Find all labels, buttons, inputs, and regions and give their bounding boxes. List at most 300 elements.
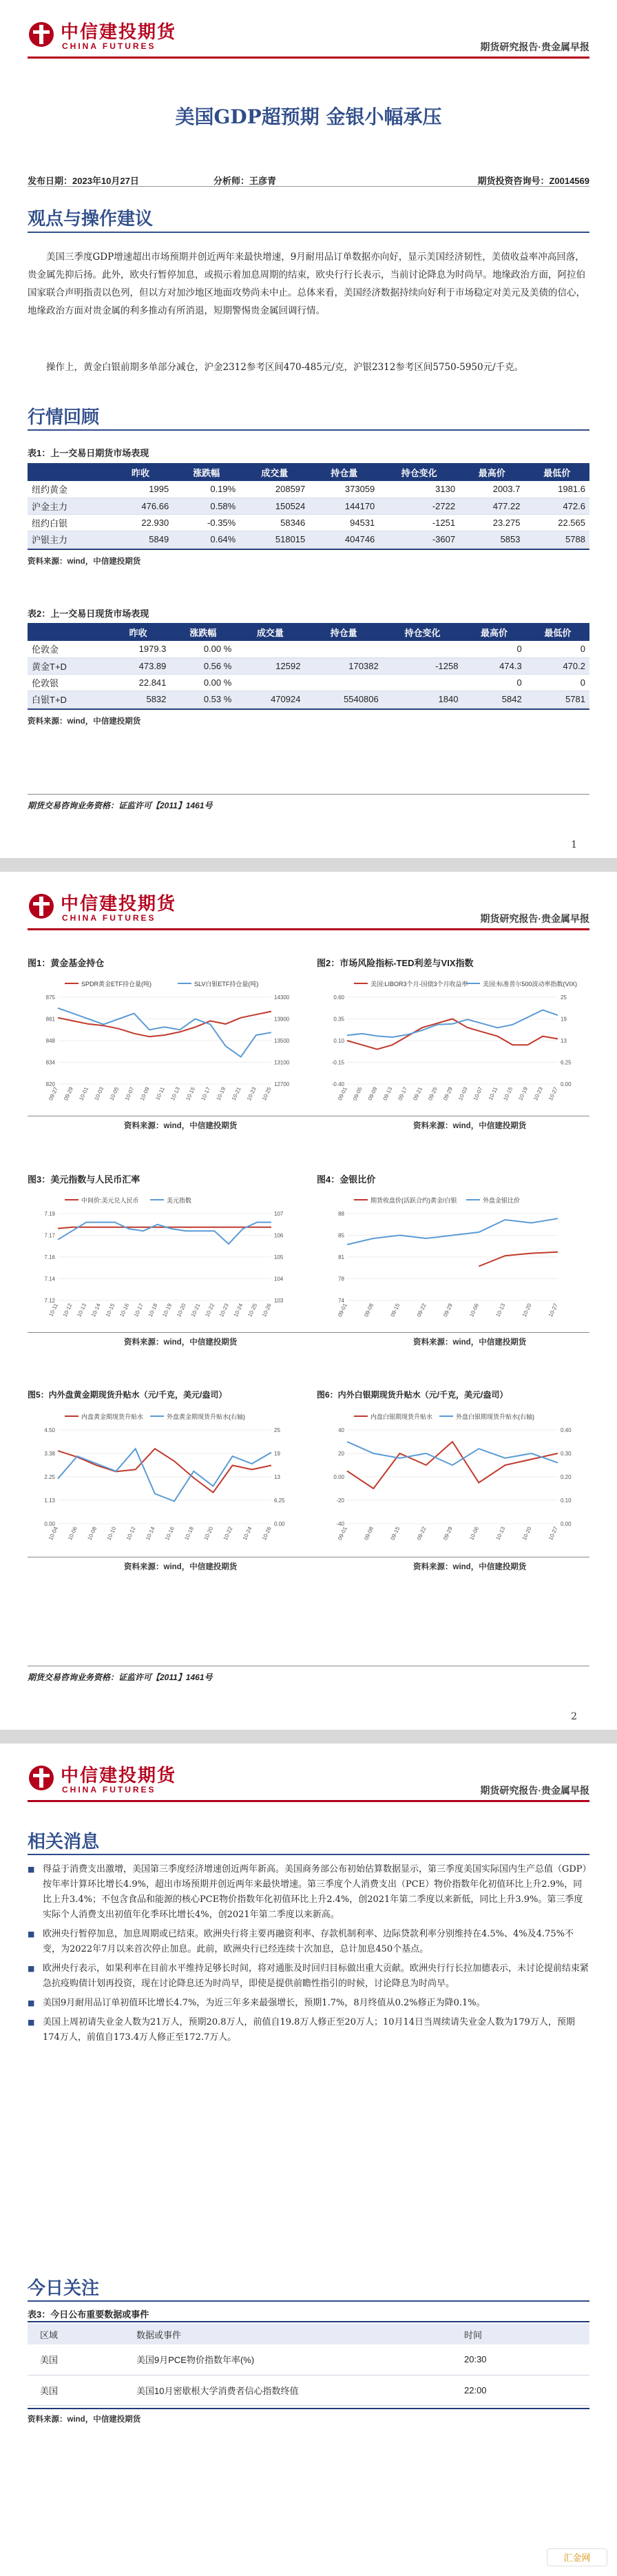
logo-icon [28, 21, 55, 48]
x-tick-label: 10-11 [154, 1086, 166, 1101]
page-header [28, 890, 589, 934]
x-tick-label: 10-26 [261, 1526, 273, 1542]
x-tick-label: 10-24 [232, 1302, 244, 1318]
x-tick-label: 10-03 [457, 1086, 469, 1102]
y-tick-label: 4.50 [44, 1427, 55, 1433]
x-tick-label: 10-22 [222, 1526, 234, 1542]
x-tick-label: 09-29 [442, 1302, 454, 1318]
table-cell: 0.00 % [170, 674, 236, 691]
table-cell [304, 641, 382, 657]
news-item: ■ 欧洲央行暂停加息，加息周期或已结束。欧洲央行将主要再融资利率、存款机制利率、边际贷款利率分别维持在4.5%、4%及4.75%不变，为2022年7月以来首次停止加息。此前，欧洲央行已经连续十次加息，总计加息450个基点。 [28, 1927, 589, 1957]
table-cell: 5849 [108, 531, 173, 547]
column-header [28, 463, 108, 481]
footer-license: 期货交易咨询业务资格：证监许可【2011】1461号 [28, 1673, 213, 1682]
x-tick-label: 10-13 [76, 1302, 88, 1318]
column-header: 涨跌幅 [170, 623, 236, 641]
x-tick-label: 09-05 [351, 1086, 364, 1102]
table-cell: 5842 [462, 691, 525, 707]
table-cell: 美国 [28, 2344, 124, 2375]
table-cell: 94531 [309, 514, 379, 531]
table-divider [28, 2408, 589, 2409]
x-tick-label: 10-06 [468, 1302, 481, 1318]
table1-source: 资料来源：wind，中信建投期货 [28, 558, 141, 566]
x-tick-label: 10-15 [502, 1086, 514, 1102]
analyst: 分析师：王彦青 [213, 176, 277, 186]
x-tick-label: 09-25 [427, 1086, 439, 1102]
column-header: 最高价 [462, 623, 525, 641]
chart-source: 资料来源：wind，中信建投期货 [413, 1122, 527, 1130]
table-cell: -3607 [379, 531, 459, 547]
table-row [28, 674, 589, 691]
y-right-tick-label: 106 [274, 1232, 284, 1239]
x-tick-label: 10-21 [230, 1086, 242, 1102]
x-tick-label: 10-08 [86, 1526, 98, 1542]
logo-text-en: CHINA FUTURES [62, 913, 156, 923]
x-tick-label: 10-09 [138, 1086, 151, 1102]
y-tick-label: 7.16 [44, 1254, 55, 1260]
table-row [28, 481, 589, 498]
column-header: 持仓量 [309, 463, 379, 481]
y-right-tick-label: 0.40 [561, 1427, 572, 1433]
x-tick-label: 09-13 [381, 1086, 394, 1102]
y-tick-label: -0.40 [331, 1081, 344, 1087]
x-tick-label: 10-16 [118, 1302, 131, 1318]
x-tick-label: 09-01 [337, 1526, 348, 1542]
y-right-tick-label: 0.10 [561, 1497, 572, 1504]
report-tag: 期货研究报告·贵金属早报 [480, 913, 589, 924]
chart-ted-vix [317, 974, 589, 1112]
chart4-caption: 图4：金银比价 [317, 1174, 376, 1185]
x-tick-label: 10-11 [487, 1086, 499, 1101]
x-tick-label: 09-17 [397, 1086, 409, 1102]
x-tick-label: 10-17 [133, 1302, 145, 1318]
x-tick-label: 10-10 [105, 1526, 118, 1542]
column-header: 持仓量 [304, 623, 382, 641]
table-cell: 22:00 [452, 2375, 589, 2405]
x-tick-label: 10-18 [147, 1302, 159, 1318]
y-right-tick-label: 19 [561, 1016, 567, 1023]
row-label: 伦敦银 [28, 674, 106, 691]
table-divider [28, 708, 589, 710]
spot-market-table [28, 623, 589, 708]
x-tick-label: 10-19 [517, 1086, 530, 1102]
series-line [58, 1223, 271, 1245]
series-line [58, 1008, 271, 1057]
y-right-tick-label: 19 [274, 1451, 280, 1457]
section-news-title: 相关消息 [28, 1832, 100, 1852]
x-tick-label: 10-18 [183, 1526, 196, 1542]
table-cell [383, 674, 463, 691]
y-right-tick-label: 6.25 [561, 1059, 572, 1066]
y-right-tick-label: 104 [274, 1276, 284, 1282]
table-row [28, 641, 589, 657]
events-source: 资料来源：wind，中信建投期货 [28, 2415, 141, 2424]
table-cell: 20:30 [452, 2344, 589, 2375]
table-cell: 23.275 [459, 514, 524, 531]
x-tick-label: 10-06 [468, 1526, 481, 1542]
chart-divider [28, 1332, 589, 1333]
logo-text-cn: 中信建投期货 [61, 1766, 177, 1786]
x-tick-label: 10-20 [521, 1302, 533, 1318]
x-tick-label: 10-19 [161, 1302, 174, 1318]
x-tick-label: 10-16 [164, 1526, 176, 1542]
chart2-caption: 图2：市场风险指标-TED利差与VIX指数 [317, 958, 474, 968]
x-tick-label: 10-05 [108, 1086, 121, 1102]
column-header: 涨跌幅 [173, 463, 240, 481]
table-cell: 0 [462, 674, 525, 691]
table-cell: 150524 [240, 498, 309, 514]
page-number: 1 [571, 839, 577, 850]
table-cell: 518015 [240, 531, 309, 547]
x-tick-label: 10-23 [532, 1086, 544, 1102]
x-tick-label: 10-11 [48, 1302, 59, 1318]
table-cell: 0.19% [173, 481, 240, 498]
report-tag: 期货研究报告·贵金属早报 [480, 1785, 589, 1796]
column-header: 昨收 [106, 623, 171, 641]
legend-label: 中间价:美元兑人民币 [81, 1197, 139, 1204]
table-cell: 0.00 % [170, 641, 236, 657]
legend-label: 美元指数 [167, 1197, 192, 1204]
y-tick-label: 2.25 [44, 1474, 55, 1480]
x-tick-label: 10-14 [90, 1302, 102, 1318]
table-cell: 144170 [309, 498, 379, 514]
y-right-tick-label: 14300 [274, 994, 290, 1001]
news-item: ■ 得益于消费支出激增，美国第三季度经济增速创近两年新高。美国商务部公布初始估算数据显示，第三季度美国实际国内生产总值（GDP）按年率计算环比增长4.9%，超出市场预期并创近两年来最快增速。第三季度个人消费支出（PCE）物价指数年化初值环比上升2.9%，同比上升3.4%；不包含食品和能源的核心PCE物价指数年化初值环比上升2.4%，创2021年第二季度以来新低，同比上升3.9%。第三季度实际个人消费支出初值年化季环比增长4%，创2021年第二季度以来新高。 [28, 1862, 589, 1923]
table-cell: 5781 [526, 691, 589, 707]
y-right-tick-label: 13900 [274, 1016, 290, 1023]
publish-date: 发布日期：2023年10月27日 [28, 176, 139, 186]
column-header: 最高价 [459, 463, 524, 481]
x-tick-label: 10-24 [241, 1526, 253, 1542]
page-1 [0, 0, 617, 858]
y-tick-label: -20 [336, 1497, 344, 1504]
x-tick-label: 09-01 [337, 1086, 348, 1102]
row-label: 白银T+D [28, 691, 106, 707]
y-right-tick-label: 25 [561, 994, 567, 1001]
series-line [58, 1012, 271, 1037]
chart-gold-fund-holdings [28, 974, 303, 1112]
table-cell: 2003.7 [459, 481, 524, 498]
table-cell: 477.22 [459, 498, 524, 514]
x-tick-label: 10-19 [215, 1086, 227, 1102]
x-tick-label: 10-17 [200, 1086, 212, 1102]
x-tick-label: 10-15 [185, 1086, 197, 1102]
table-cell: 58346 [240, 514, 309, 531]
y-tick-label: 20 [338, 1451, 344, 1457]
futures-market-table [28, 463, 589, 548]
table-cell [383, 641, 463, 657]
y-right-tick-label: 13 [561, 1038, 567, 1044]
table-cell: 5832 [106, 691, 171, 707]
y-tick-label: 3.38 [44, 1451, 55, 1457]
y-tick-label: 0.60 [333, 994, 344, 1001]
logo-text-cn: 中信建投期货 [61, 894, 177, 914]
table-cell: 404746 [309, 531, 379, 547]
x-tick-label: 10-07 [472, 1086, 484, 1102]
x-tick-label: 10-13 [169, 1086, 181, 1102]
x-tick-label: 09-08 [363, 1526, 375, 1542]
y-right-tick-label: 0.00 [274, 1521, 285, 1527]
y-tick-label: -0.15 [331, 1059, 344, 1066]
news-item: ■ 美国9月耐用品订单初值环比增长4.7%，为近三年多来最强增长，预期1.7%，8月终值从0.2%修正为降0.1%。 [28, 1996, 589, 2011]
x-tick-label: 09-08 [363, 1302, 375, 1318]
y-tick-label: 7.12 [44, 1298, 55, 1304]
chart-source: 资料来源：wind，中信建投期货 [413, 1563, 527, 1571]
footer-license: 期货交易咨询业务资格：证监许可【2011】1461号 [28, 801, 213, 810]
series-line [479, 1252, 558, 1267]
x-tick-label: 10-22 [204, 1302, 216, 1318]
y-right-tick-label: 103 [274, 1298, 284, 1304]
table-divider [28, 2321, 589, 2322]
section-today-title: 今日关注 [28, 2278, 100, 2299]
legend-label: 外盘黄金期现货升贴水(右轴) [167, 1413, 245, 1420]
table-cell: 1981.6 [524, 481, 589, 498]
column-header: 数据或事件 [124, 2324, 452, 2344]
table1-caption: 表1：上一交易日期货市场表现 [28, 448, 149, 458]
y-tick-label: 0.35 [333, 1016, 344, 1023]
x-tick-label: 10-20 [202, 1526, 215, 1542]
table-cell: 3130 [379, 481, 459, 498]
section-divider [28, 2300, 589, 2302]
table-cell: -1251 [379, 514, 459, 531]
column-header: 成交量 [240, 463, 309, 481]
table-cell: 474.3 [462, 657, 525, 674]
row-label: 纽约白银 [28, 514, 108, 531]
table-cell: 美国10月密歇根大学消费者信心指数终值 [124, 2375, 452, 2405]
page-2 [0, 872, 617, 1730]
y-tick-label: 78 [338, 1276, 344, 1282]
x-tick-label: 09-29 [63, 1086, 74, 1102]
y-right-tick-label: 107 [274, 1211, 284, 1217]
chart5-caption: 图5：内外盘黄金期现货升贴水（元/千克，美元/盎司） [28, 1390, 227, 1400]
table-cell: 12592 [236, 657, 304, 674]
table-cell: -2722 [379, 498, 459, 514]
x-tick-label: 10-13 [494, 1302, 507, 1318]
y-tick-label: 85 [338, 1232, 344, 1239]
table-cell: 5788 [524, 531, 589, 547]
report-tag: 期货研究报告·贵金属早报 [480, 41, 589, 52]
license-number: 期货投资咨询号：Z0014569 [477, 176, 589, 186]
y-right-tick-label: 105 [274, 1254, 284, 1260]
x-tick-label: 10-27 [547, 1086, 559, 1102]
x-tick-label: 10-07 [123, 1086, 136, 1102]
logo-icon [28, 892, 55, 920]
section-divider [28, 429, 589, 431]
table-cell: 0.56 % [170, 657, 236, 674]
legend-label: 期货收盘价(活跃合约)黄金/白银 [370, 1197, 457, 1204]
table-cell: 5540806 [304, 691, 382, 707]
chart-source: 资料来源：wind，中信建投期货 [124, 1563, 238, 1571]
events-caption: 表3：今日公布重要数据或事件 [28, 2309, 149, 2320]
x-tick-label: 10-12 [125, 1526, 137, 1542]
y-tick-label: 7.14 [44, 1276, 55, 1282]
x-tick-label: 10-03 [93, 1086, 105, 1102]
y-tick-label: 0.10 [333, 1038, 344, 1044]
x-tick-label: 10-04 [48, 1526, 59, 1542]
table-cell: 1840 [383, 691, 463, 707]
row-label: 黄金T+D [28, 657, 106, 674]
table-cell: 1979.3 [106, 641, 171, 657]
table-cell [236, 674, 304, 691]
table-row [28, 531, 589, 547]
column-header: 成交量 [236, 623, 304, 641]
x-tick-label: 10-23 [218, 1302, 230, 1318]
x-tick-label: 10-15 [104, 1302, 116, 1318]
logo-icon [28, 1764, 55, 1792]
table-cell: 170382 [304, 657, 382, 674]
chart6-caption: 图6：内外白银期现货升贴水（元/千克，美元/盎司） [317, 1390, 508, 1400]
legend-label: 美国:LIBOR3个月-国债3个月收益率 [370, 981, 468, 988]
table-cell: 208597 [240, 481, 309, 498]
table-cell: 美国9月PCE物价指数年率(%) [124, 2344, 452, 2375]
table-cell: 22.930 [108, 514, 173, 531]
y-tick-label: 0.00 [333, 1474, 344, 1480]
table-cell [304, 674, 382, 691]
table-cell: 476.66 [108, 498, 173, 514]
column-header: 时间 [452, 2324, 589, 2344]
column-header: 持仓变化 [383, 623, 463, 641]
y-right-tick-label: 13100 [274, 1059, 290, 1066]
chart-svg [28, 1407, 303, 1551]
y-right-tick-label: 13 [274, 1474, 280, 1480]
x-tick-label: 09-29 [442, 1086, 454, 1102]
x-tick-label: 10-12 [61, 1302, 74, 1318]
y-tick-label: 820 [45, 1081, 55, 1087]
x-tick-label: 09-27 [48, 1086, 59, 1102]
y-tick-label: 0.00 [44, 1521, 55, 1527]
legend-label: 外盘金银比价 [483, 1197, 521, 1204]
page-number: 2 [571, 1711, 577, 1722]
x-tick-label: 09-22 [415, 1526, 428, 1542]
table-cell: 1995 [108, 481, 173, 498]
chart-source: 资料来源：wind，中信建投期货 [124, 1338, 238, 1347]
events-table [28, 2324, 589, 2406]
x-tick-label: 10-21 [189, 1302, 202, 1318]
table-row [28, 498, 589, 514]
section-divider [28, 232, 589, 233]
header-divider [28, 1800, 589, 1802]
news-item: ■ 美国上周初请失业金人数为21万人，预期20.8万人，前值自19.8万人修正至20万人；10月14日当周续请失业金人数为179万人，预期174万人，前值自173.4万人修正至172.7万人。 [28, 2015, 589, 2045]
table-row [28, 691, 589, 707]
legend-label: SLV白银ETF持仓量(吨) [194, 981, 259, 988]
section-divider [28, 1854, 589, 1855]
x-tick-label: 10-26 [261, 1302, 273, 1318]
table-cell: 0.58% [173, 498, 240, 514]
x-tick-label: 10-23 [245, 1086, 258, 1102]
table-cell: 0 [526, 641, 589, 657]
chart-svg [28, 1190, 303, 1328]
y-tick-label: 7.17 [44, 1232, 55, 1239]
x-tick-label: 09-22 [415, 1302, 428, 1318]
y-right-tick-label: 0.20 [561, 1474, 572, 1480]
legend-label: 内盘白银期现货升贴水 [370, 1413, 433, 1420]
view-paragraph: 美国三季度GDP增速超出市场预期并创近两年来最快增速，9月耐用品订单数据亦向好，显示美国经济韧性，美债收益率冲高回落，贵金属先抑后扬。此外，欧央行暂停加息，或损示着加息周期的结束，欧央行行长表示，当前讨论降息为时尚早。地缘政治方面，阿拉伯国家联合声明指责以色列，但以方对加沙地区地面攻势尚未中止。总体来看，美国经济数据持续向好利于市场稳定对美元及美债的信心，地缘政治方面对贵金属的利多推动有所消退，短期警惕贵金属回调行情。 [28, 252, 585, 316]
table-cell: 0 [526, 674, 589, 691]
table2-caption: 表2：上一交易日现货市场表现 [28, 609, 149, 619]
header-divider [28, 928, 589, 930]
legend-label: 内盘黄金期现货升贴水 [81, 1413, 144, 1420]
y-tick-label: 74 [338, 1298, 344, 1304]
chart-svg [28, 974, 303, 1112]
meta-divider [28, 186, 589, 187]
table2-source: 资料来源：wind，中信建投期货 [28, 717, 141, 726]
x-tick-label: 09-15 [389, 1302, 401, 1318]
logo-text-cn: 中信建投期货 [61, 22, 177, 43]
watermark: 汇金网 [547, 2548, 607, 2566]
x-tick-label: 09-21 [412, 1086, 424, 1102]
table-row [28, 2344, 589, 2375]
y-tick-label: 861 [45, 1016, 55, 1023]
header-divider [28, 57, 589, 59]
y-right-tick-label: 13500 [274, 1038, 290, 1044]
series-line [347, 1010, 558, 1037]
chart-svg [317, 1190, 589, 1328]
y-tick-label: 40 [338, 1427, 344, 1433]
x-tick-label: 10-27 [547, 1526, 559, 1542]
logo-text-en: CHINA FUTURES [62, 1785, 156, 1795]
operation-paragraph: 操作上，黄金白银前期多单部分减仓，沪金2312参考区间470-485元/克，沪银2312参考区间5750-5950元/千克。 [46, 362, 524, 373]
y-tick-label: 88 [338, 1211, 344, 1217]
column-header [28, 623, 106, 641]
table-cell: 0.53 % [170, 691, 236, 707]
y-tick-label: 1.13 [44, 1497, 55, 1504]
column-header: 最低价 [524, 463, 589, 481]
y-right-tick-label: 25 [274, 1427, 280, 1433]
x-tick-label: 10-01 [78, 1086, 90, 1102]
chart1-caption: 图1：黄金基金持仓 [28, 958, 105, 968]
table-cell: 0 [462, 641, 525, 657]
table-cell [236, 641, 304, 657]
x-tick-label: 09-15 [389, 1526, 401, 1542]
table-cell: 373059 [309, 481, 379, 498]
table-cell: 473.89 [106, 657, 171, 674]
table-row [28, 2375, 589, 2405]
y-right-tick-label: 0.30 [561, 1451, 572, 1457]
y-right-tick-label: 0.00 [561, 1521, 572, 1527]
report-title: 美国GDP超预期 金银小幅承压 [175, 105, 442, 128]
chart-svg [317, 1407, 589, 1551]
table-row [28, 514, 589, 531]
y-tick-label: -40 [336, 1521, 344, 1527]
series-line [58, 1227, 271, 1229]
table-row [28, 657, 589, 674]
legend-label: 外盘白银期现货升贴水(右轴) [456, 1413, 534, 1420]
logo-text-en: CHINA FUTURES [62, 41, 156, 51]
y-tick-label: 7.19 [44, 1211, 55, 1217]
chart-silver-basis [317, 1407, 589, 1551]
table-cell: 472.6 [524, 498, 589, 514]
chart-source: 资料来源：wind，中信建投期货 [413, 1338, 527, 1347]
y-right-tick-label: 12700 [274, 1081, 290, 1087]
chart-gold-basis [28, 1407, 303, 1551]
x-tick-label: 10-20 [521, 1526, 533, 1542]
row-label: 沪银主力 [28, 531, 108, 547]
column-header: 区域 [28, 2324, 124, 2344]
column-header: 最低价 [526, 623, 589, 641]
legend-label: SPDR黄金ETF持仓量(吨) [81, 981, 151, 988]
table-cell: 美国 [28, 2375, 124, 2405]
page-3 [0, 1744, 617, 2576]
table-cell: 0.64% [173, 531, 240, 547]
series-line [347, 1218, 558, 1245]
x-tick-label: 10-06 [67, 1526, 79, 1542]
x-tick-label: 09-09 [366, 1086, 379, 1102]
x-tick-label: 09-29 [442, 1526, 454, 1542]
row-label: 纽约黄金 [28, 481, 108, 498]
y-tick-label: 848 [45, 1038, 55, 1044]
x-tick-label: 10-25 [247, 1302, 259, 1318]
page-header [28, 1761, 589, 1806]
